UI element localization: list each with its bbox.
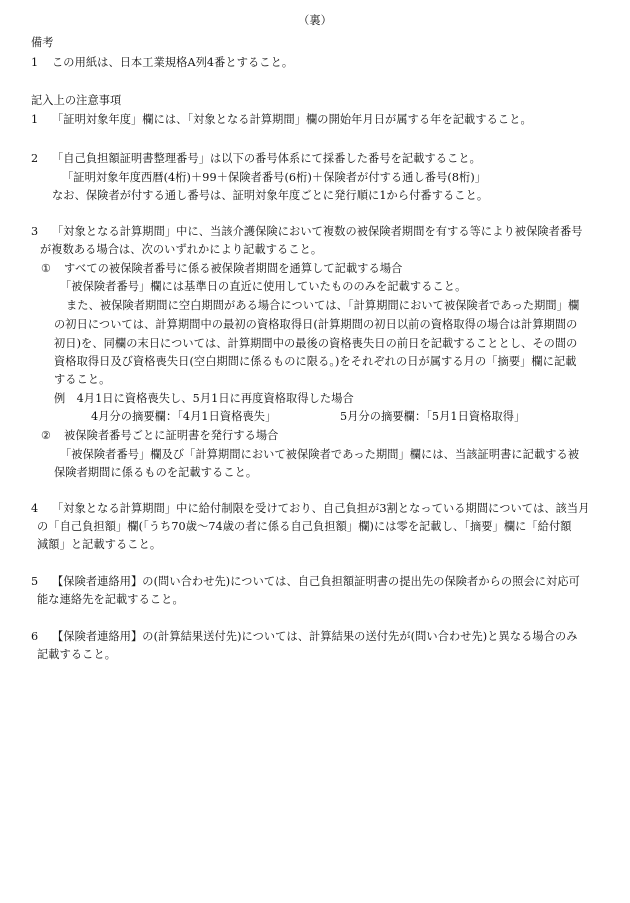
item-3-sub-2-mark: ② (41, 429, 52, 442)
item-3-line-2: が複数ある場合は、次のいずれかにより記載すること。 (40, 243, 323, 256)
remarks-heading: 備考 (31, 36, 54, 49)
item-3-example: 例 4月1日に資格喪失し、5月1日に再度資格取得した場合 (54, 392, 354, 405)
page-header: （裏） (298, 14, 332, 27)
item-4-line-1: 「対象となる計算期間」中に給付制限を受けており、自己負担が3割となっている期間については、該当月 (52, 502, 590, 515)
item-4-line-2: の「自己負担額」欄(「うち70歳～74歳の者に係る自己負担額」欄)には零を記載し、「摘要」欄に「給付額 (37, 520, 572, 533)
item-3-sub-1-line-4: 初日)を、同欄の末日については、計算期間中の最後の資格喪失日の前日を記載することとし、その間の (54, 337, 578, 350)
item-3-sub-1-title: すべての被保険者番号に係る被保険者期間を通算して記載する場合 (64, 262, 403, 275)
item-3-sub-1-line-6: すること。 (54, 373, 111, 386)
item-2-line-2: 「証明対象年度西暦(4桁)＋99＋保険者番号(6桁)＋保険者が付する通し番号(8桁)」 (62, 171, 487, 184)
item-3-sub-1-line-1: 「被保険者番号」欄には基準日の直近に使用していたもののみを記載すること。 (60, 280, 467, 293)
item-5-line-1: 【保険者連絡用】の(問い合わせ先)については、自己負担額証明書の提出先の保険者からの照会に対応可 (52, 575, 580, 588)
item-3-sub-1-line-5: 資格取得日及び資格喪失日(空白期間に係るものに限る。)をそれぞれの日が属する月の「摘要」欄に記載 (54, 355, 577, 368)
item-3-sub-2-line-2: 保険者期間に係るものを記載すること。 (54, 466, 258, 479)
remarks-text: この用紙は、日本工業規格A列4番とすること。 (52, 56, 294, 69)
item-3-sub-1-mark: ① (41, 262, 52, 275)
item-3-sub-2-title: 被保険者番号ごとに証明書を発行する場合 (64, 429, 279, 442)
item-4-line-3: 減額」と記載すること。 (37, 538, 162, 551)
item-3-line-1: 「対象となる計算期間」中に、当該介護保険において複数の被保険者期間を有する等により被保険者番号 (52, 225, 583, 238)
item-2-number: 2 (31, 152, 39, 165)
item-2-line-1: 「自己負担額証明書整理番号」は以下の番号体系にて採番した番号を記載すること。 (52, 152, 481, 165)
item-3-sub-1-line-2: また、被保険者期間に空白期間がある場合については、「計算期間において被保険者であった期間」欄 (66, 299, 580, 312)
item-6-number: 6 (31, 630, 39, 643)
item-4-number: 4 (31, 502, 39, 515)
item-3-number: 3 (31, 225, 39, 238)
item-3-example-may: 5月分の摘要欄：「5月1日資格取得」 (340, 410, 526, 423)
notes-heading: 記入上の注意事項 (31, 94, 122, 107)
item-3-sub-2-line-1: 「被保険者番号」欄及び「計算期間において被保険者であった期間」欄には、当該証明書に記載する被 (60, 448, 580, 461)
item-1-number: 1 (31, 113, 39, 126)
item-3-sub-1-line-3: の初日については、計算期間中の最初の資格取得日(計算期間の初日以前の資格取得の場合は計算期間の (54, 318, 578, 331)
remarks-number: 1 (31, 56, 39, 69)
item-6-line-2: 記載すること。 (37, 648, 117, 661)
item-5-line-2: 能な連絡先を記載すること。 (37, 593, 184, 606)
item-6-line-1: 【保険者連絡用】の(計算結果送付先)については、計算結果の送付先が(問い合わせ先)と異なる場合のみ (52, 630, 578, 643)
item-2-line-3: なお、保険者が付する通し番号は、証明対象年度ごとに発行順に1から付番すること。 (52, 189, 489, 202)
item-1-text: 「証明対象年度」欄には、「対象となる計算期間」欄の開始年月日が属する年を記載すること。 (52, 113, 532, 126)
item-5-number: 5 (31, 575, 39, 588)
item-3-example-april: 4月分の摘要欄：「4月1日資格喪失」 (91, 410, 277, 423)
